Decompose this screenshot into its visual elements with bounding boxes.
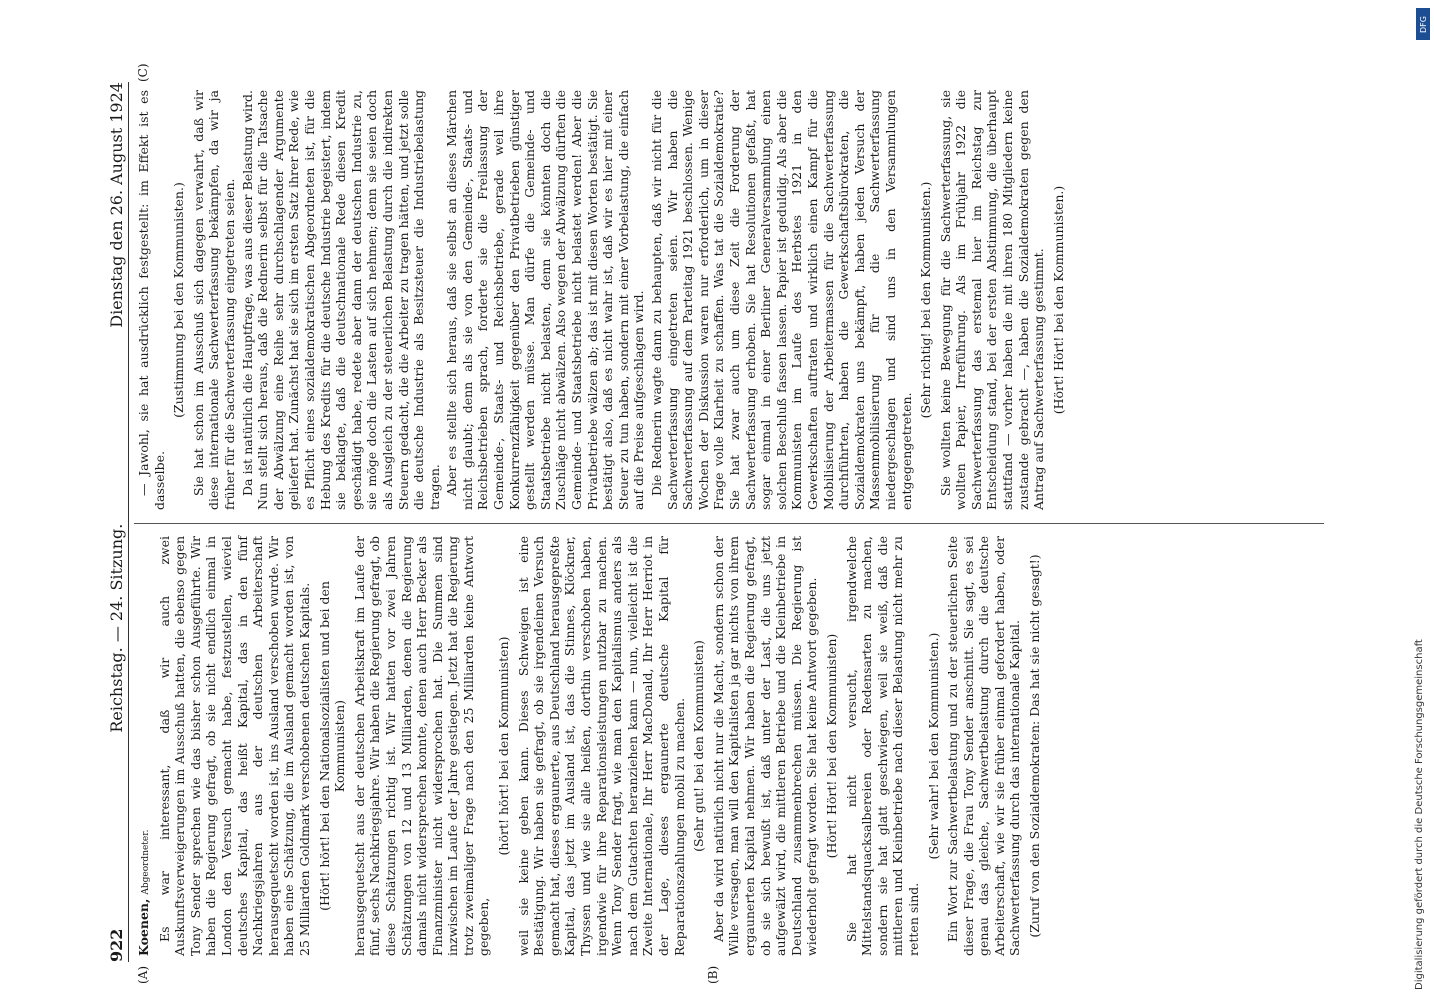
speaker-line: [136, 536, 155, 956]
document-page: [96, 63, 1336, 984]
paragraph: Ein Wort zur Sachwertbelastung und zu der steuerlichen Seite dieser Frage, die Frau Tony Sender anschnitt. Sie sagt, es sei genau das gleiche, Sachwertbelastung durch die deutsche Arbeiterschaft, wie wir sie früher einmal gefordert haben, oder Sachwerterfassung durch das internationale Kapital.: [945, 536, 1023, 956]
interjection: (Sehr wahr! bei den Kommunisten.): [925, 632, 941, 860]
interjection: (Zustimmung bei den Kommunisten.): [171, 182, 187, 418]
margin-mark-a: (A): [136, 965, 150, 984]
paragraph: Die Rednerin wagte dann zu behaupten, daß wir nicht für die Sachwerterfassung eingetreten seien. Wir haben die Sachwerterfassung auf dem Parteitag 1921 beschlossen. Wenige Wochen der Diskussion waren nur erforderlich, um in dieser Frage volle Klarheit zu schaffen. Was tat die Sozialdemokratie? Sie hat zwar auch um diese Zeit die Forderung der Sachwerterfassung erhoben. Sie hat Resolutionen gefaßt, hat sogar einmal in einer Berliner Generalversammlung einen solchen Beschluß fassen lassen. Papier ist geduldig. Als aber die Kommunisten im Laufe des Herbstes 1921 in den Gewerkschaften auftraten und wirklich einen Kampf für die Mobilisierung der Arbeitermassen für die Sachwerterfassung durchführten, haben die Gewerkschaftsbürokraten, die Sozialdemokraten uns bekämpft, haben jeden Versuch der Massenmobilisierung für die Sachwerterfassung niedergeschlagen und sind uns in den Versammlungen entgegengetreten.: [649, 90, 914, 510]
paragraph: Da ist natürlich die Hauptfrage, was aus dieser Belastung wird. Nun stellt sich heraus, daß die Rednerin selbst für die Tatsache der Abwälzung eine Reihe sehr durchschlagender Argumente geliefert hat. Zunächst hat sie sich im ersten Satz ihrer Rede, wie es Pflicht eines sozialdemokratischen Abgeordneten ist, für die Hebung des Kredits für die deutsche Industrie begeistert, indem sie beklagte, daß die deutschnationale Rede diesen Kredit geschädigt habe, redete aber dann der deutschen Industrie zu, sie möge doch die Lasten auf sich nehmen; denn sie seien doch als Ausgleich zu der steuerlichen Belastung durch die indirekten Steuern gedacht, die die Arbeiter zu tragen hätten, und jetzt solle die deutsche Industrie als Besitzsteuer die Industriebelastung tragen.: [239, 90, 442, 510]
interjection: (hört! hört! bei den Kommunisten): [496, 636, 512, 856]
column-divider: [134, 523, 1324, 524]
right-column: [136, 90, 1070, 510]
margin-mark-b: (B): [706, 965, 720, 984]
digitization-note: [1414, 10, 1428, 990]
page-header: [96, 82, 129, 962]
digitization-note-text: Digitalisierung gefördert durch die Deutsche Forschungsgemeinschaft: [1414, 639, 1425, 990]
interjection: (Hört! hört! bei den Nationalsozialisten und bei den Kommunisten): [316, 581, 348, 911]
speaker-name: Koenen,: [136, 898, 151, 956]
speaker-role: Abgeordneter.: [141, 829, 151, 895]
paragraph: herausgequetscht aus der deutschen Arbeitskraft im Laufe der fünf, sechs Nachkriegsjahre. Wir haben die Regierung gefragt, ob diese Schätzungen richtig ist. Wir hatten vor zwei Jahren Schätzungen von 12 und 13 Milliarden, denen die Regierung damals nicht widersprechen konnte, denen auch Herr Becker als Finanzminister nicht widersprochen hat. Die Summen sind inzwischen im Laufe der Jahre gestiegen. Jetzt hat die Regierung trotz zweimaliger Frage nach den 25 Milliarden keine Antwort gegeben,: [351, 536, 492, 956]
interjection: (Zuruf von den Sozialdemokraten: Das hat sie nicht gesagt!): [1027, 554, 1043, 938]
dfg-logo-text: DFG: [1418, 15, 1428, 33]
paragraph: weil sie keine geben kann. Dieses Schweigen ist eine Bestätigung. Wir haben sie gefragt, ob sie irgendeinen Versuch gemacht hat, dieses ergaunerte, aus Deutschland herausgepreßte Kapital, das jetzt im Ausland ist, das die Stinnes, Klöckner, Thyssen und wie sie alle heißen, dorthin verschoben haben, irgendwie für ihre Reparationsleistungen nutzbar zu machen. Wenn Tony Sender fragt, wie man den Kapitalismus anders als nach dem Gutachten heranziehen kann — nun, vielleicht ist die Zweite Internationale, Ihr Herr MacDonald, Ihr Herr Herriot in der Lage, dieses ergaunerte deutsche Kapital für Reparationszahlungen mobil zu machen.: [515, 536, 687, 956]
page-number: 922: [107, 928, 126, 962]
interjection: (Sehr richtig! bei den Kommunisten.): [918, 181, 934, 419]
dfg-logo: [1416, 8, 1430, 40]
paragraph: Sie wollten keine Bewegung für die Sachwerterfassung, sie wollten Papier, Irreführung. Als im Frühjahr 1922 die Sachwerterfassung das erstemal hier im Reichstag zur Entscheidung stand, bei der ersten Abstimmung, die überhaupt stattfand — vorher haben die mit ihren 180 Mitgliedern keine zustande gebracht —, haben die Sozialdemokraten gegen den Antrag auf Sachwerterfassung gestimmt.: [937, 90, 1047, 510]
session-title: Reichstag. — 24. Sitzung.: [107, 523, 126, 733]
margin-mark-c: (C): [136, 63, 150, 82]
paragraph: Sie hat nicht versucht, irgendwelche Mittelstandsquacksalbereien oder Redensarten zu machen, sondern sie hat glatt geschwiegen, weil sie weiß, daß die mittleren und Kleinbetriebe nach dieser Belastung nicht mehr zu retten sind.: [843, 536, 921, 956]
interjection: (Hört! Hört! bei den Kommunisten.): [1050, 185, 1066, 415]
session-date: Dienstag den 26. August 1924: [107, 82, 126, 328]
left-column: [136, 536, 1047, 956]
interjection: (Sehr gut! bei den Kommunisten): [691, 640, 707, 852]
paragraph: — Jawohl, sie hat ausdrücklich festgestellt: im Effekt ist es dasselbe.: [136, 90, 167, 510]
paragraph: Aber da wird natürlich nicht nur die Macht, sondern schon der Wille versagen, man will den Kapitalisten ja gar nichts von ihrem ergaunerten Kapital nehmen. Wir haben die Regierung gefragt, ob sie sich bewußt ist, daß unter der Last, die uns jetzt aufgewälzt wird, die mittleren Betriebe und die Kleinbetriebe in Deutschland zusammenbrechen müssen. Die Regierung ist wiederholt gefragt worden. Sie hat keine Antwort gegeben.: [710, 536, 820, 956]
paragraph: Sie hat schon im Ausschuß sich dagegen verwahrt, daß wir diese internationale Sachwerterfassung bekämpfen, da wir ja früher für die Sachwerterfassung eingetreten seien.: [190, 90, 237, 510]
paragraph: Es war interessant, daß wir auch zwei Auskunftsverweigerungen im Ausschuß hatten, die ebenso gegen Tony Sender sprechen wie das bisher schon Ausgeführte. Wir haben die Regierung gefragt, ob sie nicht endlich einmal in London den Versuch gemacht habe, festzustellen, wieviel deutsches Kapital, das heißt Kapital, das in den fünf Nachkriegsjahren aus der deutschen Arbeiterschaft herausgequetscht worden ist, ins Ausland verschoben wurde. Wir haben eine Schätzung, die im Ausland gemacht worden ist, von 25 Milliarden Goldmark verschobenen deutschen Kapitals.: [156, 536, 312, 956]
interjection: (Hört! Hört! bei den Kommunisten): [823, 633, 839, 859]
paragraph: Aber es stellte sich heraus, daß sie selbst an dieses Märchen nicht glaubt; denn als sie von den Gemeinde-, Staats- und Reichsbetrieben sprach, forderte sie die Freilassung der Gemeinde-, Staats- und Reichsbetriebe, gerade weil ihre Konkurrenzfähigkeit gegenüber den Privatbetrieben günstiger gestellt werden müsse. Man dürfe die Gemeinde- und Staatsbetriebe nicht belasten, denn sie könnten doch die Zuschläge nicht abwälzen. Also wegen der Abwälzung dürften die Gemeinde- und Staatsbetriebe nicht belastet werden! Aber die Privatbetriebe wälzen ab; das ist mit diesen Worten bestätigt. Sie bestätigt also, daß es nicht wahr ist, daß wir es hier mit einer Steuer zu tun haben, sondern mit einer Vorbelastung, die einfach auf die Preise aufgeschlagen wird.: [444, 90, 647, 510]
